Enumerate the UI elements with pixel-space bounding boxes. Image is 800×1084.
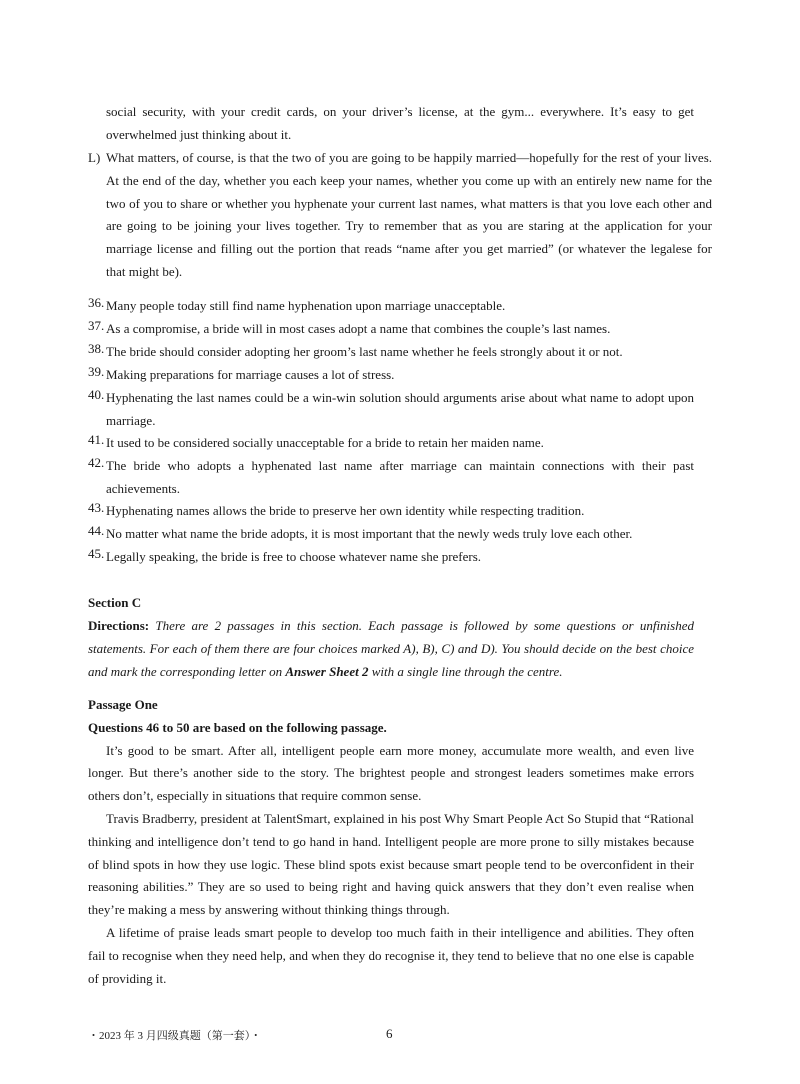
statement-40 (88, 387, 694, 433)
statement-text: Legally speaking, the bride is free to choose whatever name she prefers. (106, 549, 482, 564)
section-c (88, 592, 694, 683)
statement-text: Hyphenating names allows the bride to preserve her own identity while respecting tradition. (106, 503, 585, 518)
passage-paragraph: It’s good to be smart. After all, intelligent people earn more money, accumulate more wealth, and even live longer. But there’s another side to the story. The brightest people and strongest leaders sometimes make errors others don’t, especially in situations that require common sense. (88, 742, 694, 804)
statement-text: No matter what name the bride adopts, it is most important that the newly weds truly love each other. (106, 526, 633, 541)
statement-text: Making preparations for marriage causes a lot of stress. (106, 367, 395, 382)
passage-one (88, 694, 694, 990)
paragraph-L (88, 147, 712, 284)
footer-exam-info: ・2023 年 3 月四级真题（第一套）・ (88, 1030, 262, 1042)
statement-43 (88, 500, 694, 523)
page-number: 6 (386, 1026, 393, 1041)
statement-number: 44. (88, 523, 105, 538)
answer-sheet-ref: Answer Sheet 2 (285, 663, 369, 679)
statement-number: 45. (88, 546, 105, 561)
statement-number: 42. (88, 455, 105, 470)
statement-45 (88, 546, 694, 569)
statement-37 (88, 318, 694, 341)
statement-38 (88, 341, 694, 364)
directions-label: Directions: (88, 618, 150, 633)
passage-paragraph: Travis Bradberry, president at TalentSmart, explained in his post Why Smart People Act So Stupid that “Rational thinking and intelligence don’t tend to go hand in hand. Intelligent people are more prone to silly mistakes because of blind spots in how they use logic. These blind spots exist because smart people tend to be overconfident in their reasoning abilities.” They are so used to being right and having quick answers that they don’t even realise when they’re making a mess by answering without thinking things through. (88, 810, 694, 918)
statement-number: 43. (88, 500, 105, 515)
paragraph-label: L) (88, 150, 101, 165)
directions-text-end: with a single line through the centre. (371, 663, 563, 679)
statement-36 (88, 295, 694, 318)
continued-paragraph (88, 101, 694, 147)
statement-text: As a compromise, a bride will in most cases adopt a name that combines the couple’s last names. (106, 321, 611, 336)
statement-number: 39. (88, 364, 105, 379)
statement-text: The bride should consider adopting her groom’s last name whether he feels strongly about it or not. (106, 344, 623, 359)
directions-text: There are 2 passages in this section. Each passage is followed by some questions or unfinished statements. For each of them there are four choices marked A), B), C) and D). You should decide on the best choice and mark the corresponding letter on (88, 618, 695, 679)
statement-39 (88, 364, 694, 387)
statement-number: 37. (88, 318, 105, 333)
passage-paragraph: A lifetime of praise leads smart people to develop too much faith in their intelligence and abilities. They often fail to recognise when they need help, and when they do recognise it, they tend to believe that no one else is capable of providing it. (88, 924, 694, 986)
statement-number: 36. (88, 295, 105, 310)
passage-title: Passage One (88, 697, 158, 712)
paragraph-text: What matters, of course, is that the two of you are going to be happily married—hopefully for the rest of your lives. At the end of the day, whether you each keep your names, whether you come up with an entirely new name for the two of you to share or whether you hyphenate your current last names, what matters is that you love each other and are going to be joining your lives together. Try to remember that as you are staring at the application for your marriage license and filling out the portion that reads “name after you get married” (or whatever the legalese for that might be). (106, 150, 712, 279)
statement-number: 38. (88, 341, 105, 356)
directions (88, 615, 694, 683)
passage-subtitle: Questions 46 to 50 are based on the following passage. (88, 719, 387, 735)
statement-41 (88, 432, 694, 455)
paragraph-text: social security, with your credit cards, on your driver’s license, at the gym... everywhere. It’s easy to get overwhelmed just thinking about it. (106, 104, 694, 142)
statement-text: The bride who adopts a hyphenated last name after marriage can maintain connections with their past achievements. (106, 458, 694, 496)
statement-42 (88, 455, 694, 501)
statement-text: It used to be considered socially unacceptable for a bride to retain her maiden name. (106, 435, 544, 450)
statement-text: Hyphenating the last names could be a win-win solution should arguments arise about what name to adopt upon marriage. (106, 390, 694, 428)
statement-text: Many people today still find name hyphenation upon marriage unacceptable. (106, 298, 506, 313)
statement-44 (88, 523, 694, 546)
section-heading: Section C (88, 595, 142, 610)
statement-number: 41. (88, 432, 105, 447)
statement-number: 40. (88, 387, 105, 402)
